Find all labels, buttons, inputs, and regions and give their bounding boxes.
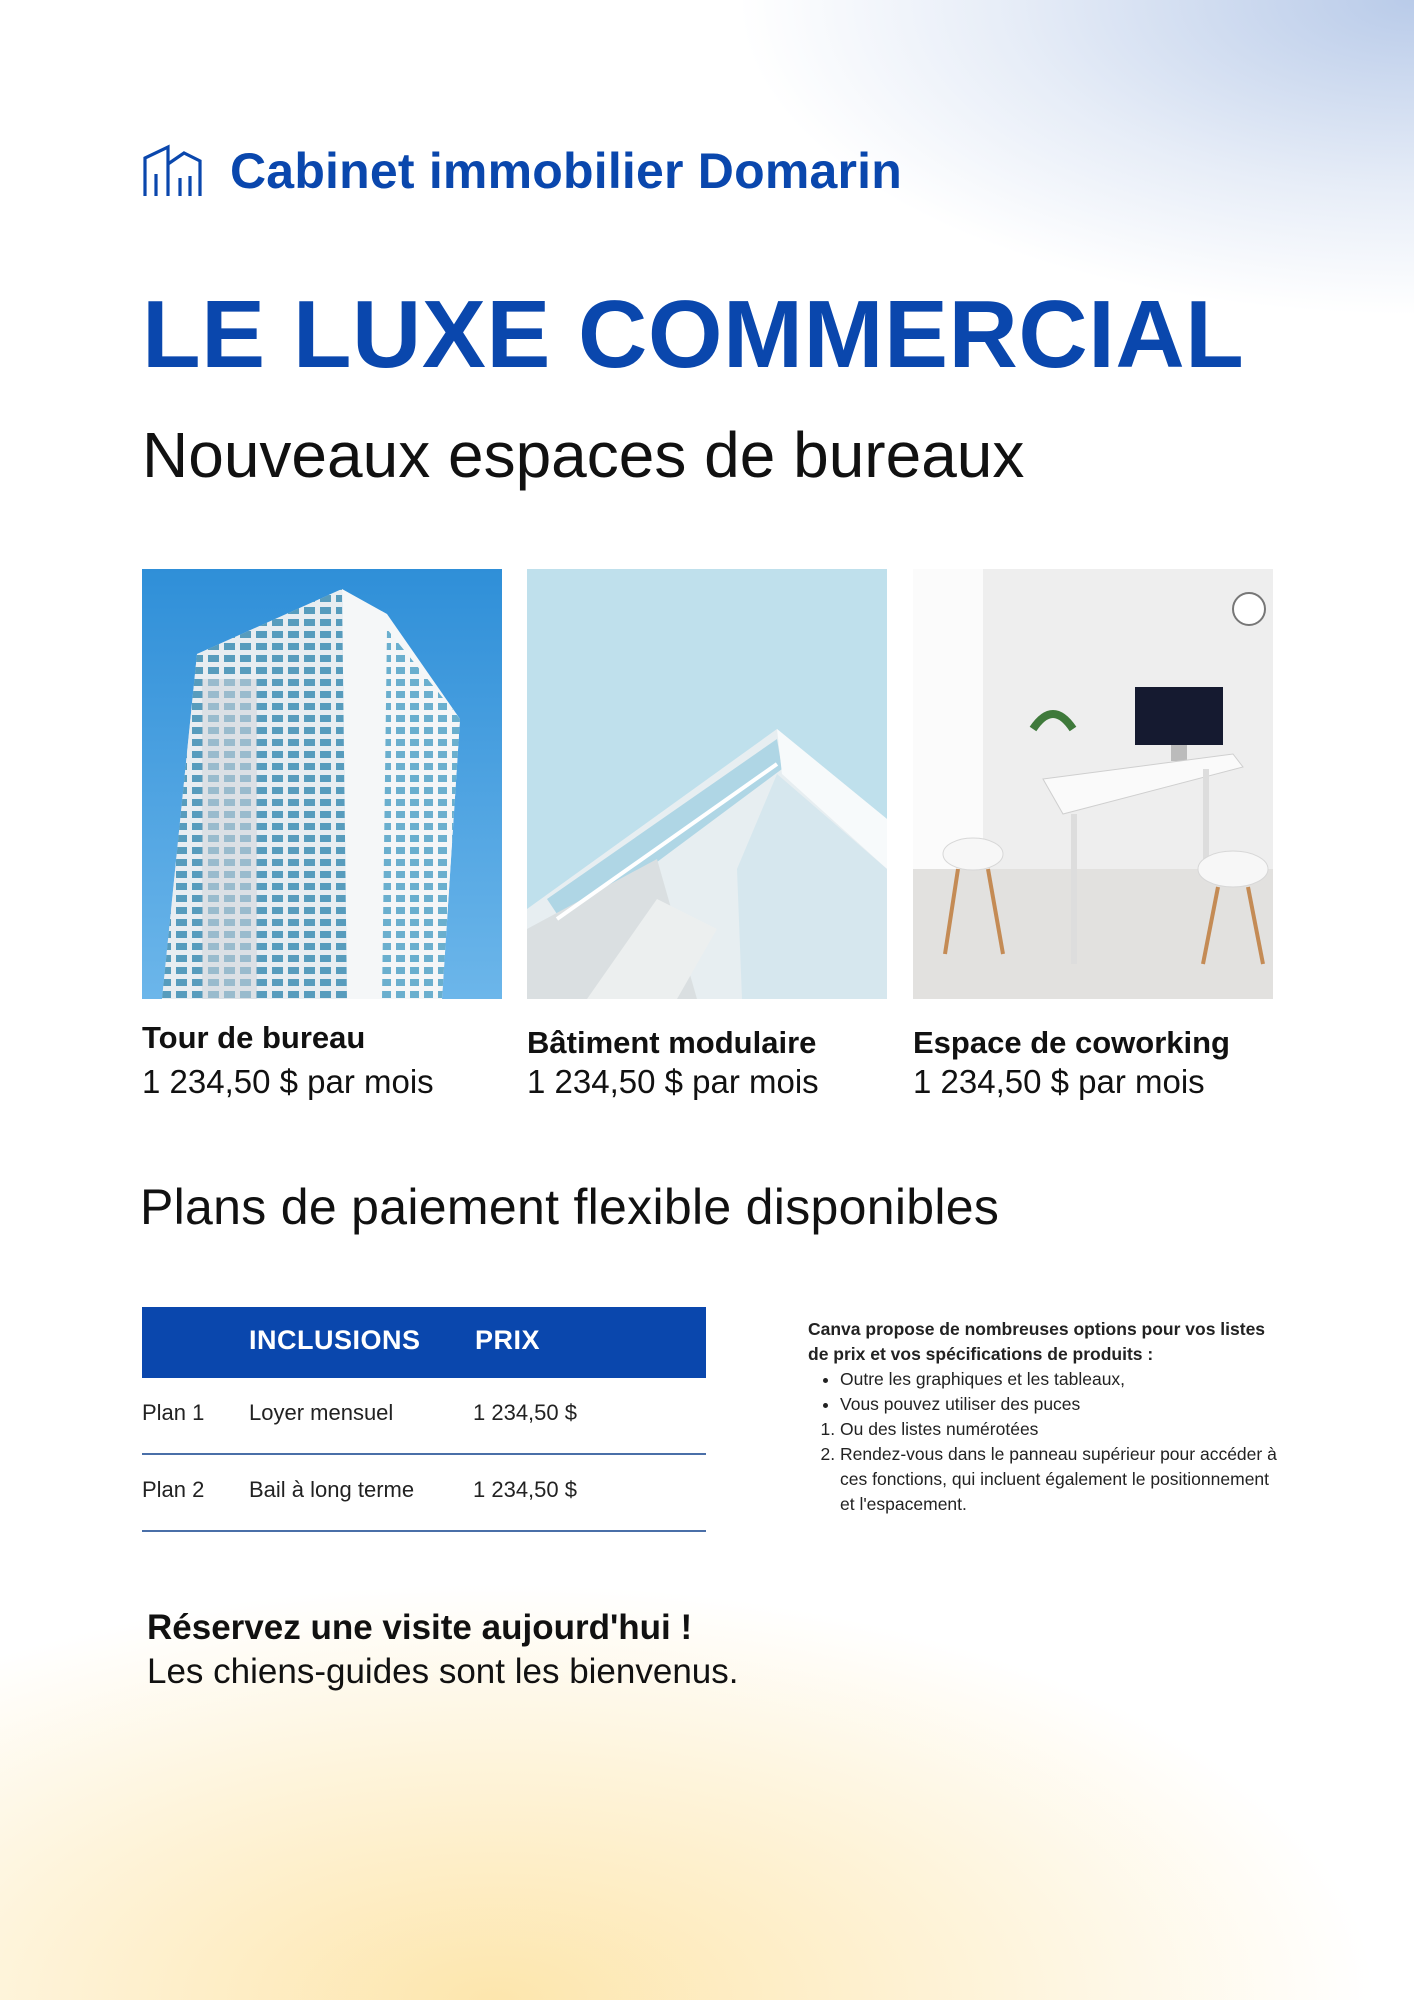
notes-block	[808, 1317, 1278, 1517]
buildings-icon	[142, 144, 204, 198]
subheadline: Nouveaux espaces de bureaux	[142, 419, 1025, 491]
plans-title: Plans de paiement flexible disponibles	[140, 1179, 1000, 1235]
coworking-space-photo	[913, 569, 1273, 999]
table-cell: Plan 1	[142, 1400, 205, 1425]
table-header	[142, 1307, 706, 1378]
property-price: 1 234,50 $ par mois	[913, 1063, 1205, 1100]
cta-subtitle: Les chiens-guides sont les bienvenus.	[147, 1652, 739, 1691]
table-cell: Bail à long terme	[249, 1477, 415, 1502]
table-cell: Plan 2	[142, 1477, 205, 1502]
property-price: 1 234,50 $ par mois	[527, 1063, 819, 1100]
cta-title: Réservez une visite aujourd'hui !	[147, 1608, 693, 1647]
numbered-list	[808, 1417, 1278, 1517]
table-cell: 1 234,50 $	[473, 1400, 577, 1425]
column-header-prix: PRIX	[475, 1325, 541, 1355]
list-item: • Outre les graphiques et les tableaux,	[840, 1367, 1278, 1392]
list-item: • Vous pouvez utiliser des puces	[840, 1392, 1278, 1417]
brand-name: Cabinet immobilier Domarin	[230, 143, 902, 199]
column-header-inclusions: INCLUSIONS	[249, 1325, 421, 1355]
table-cell: Loyer mensuel	[249, 1400, 394, 1425]
office-tower-photo	[142, 569, 502, 999]
headline: LE LUXE COMMERCIAL	[142, 281, 1245, 388]
table-row	[142, 1378, 706, 1455]
property-name: Espace de coworking	[913, 1025, 1230, 1060]
bullet-list	[808, 1367, 1278, 1417]
table-cell: 1 234,50 $	[473, 1477, 577, 1502]
modular-building-photo	[527, 569, 887, 999]
property-price: 1 234,50 $ par mois	[142, 1063, 434, 1100]
brand-header	[142, 142, 902, 200]
property-name: Tour de bureau	[142, 1020, 366, 1055]
list-item: 2. Rendez-vous dans le panneau supérieur pour accéder à ces fonctions, qui incluent également le positionnement et l'espacement.	[840, 1442, 1278, 1517]
notes-intro: Canva propose de nombreuses options pour vos listes de prix et vos spécifications de produits :	[808, 1319, 1266, 1364]
list-item: 1. Ou des listes numérotées	[840, 1417, 1278, 1442]
property-name: Bâtiment modulaire	[527, 1025, 817, 1060]
table-row	[142, 1455, 706, 1532]
pricing-table	[142, 1307, 706, 1532]
